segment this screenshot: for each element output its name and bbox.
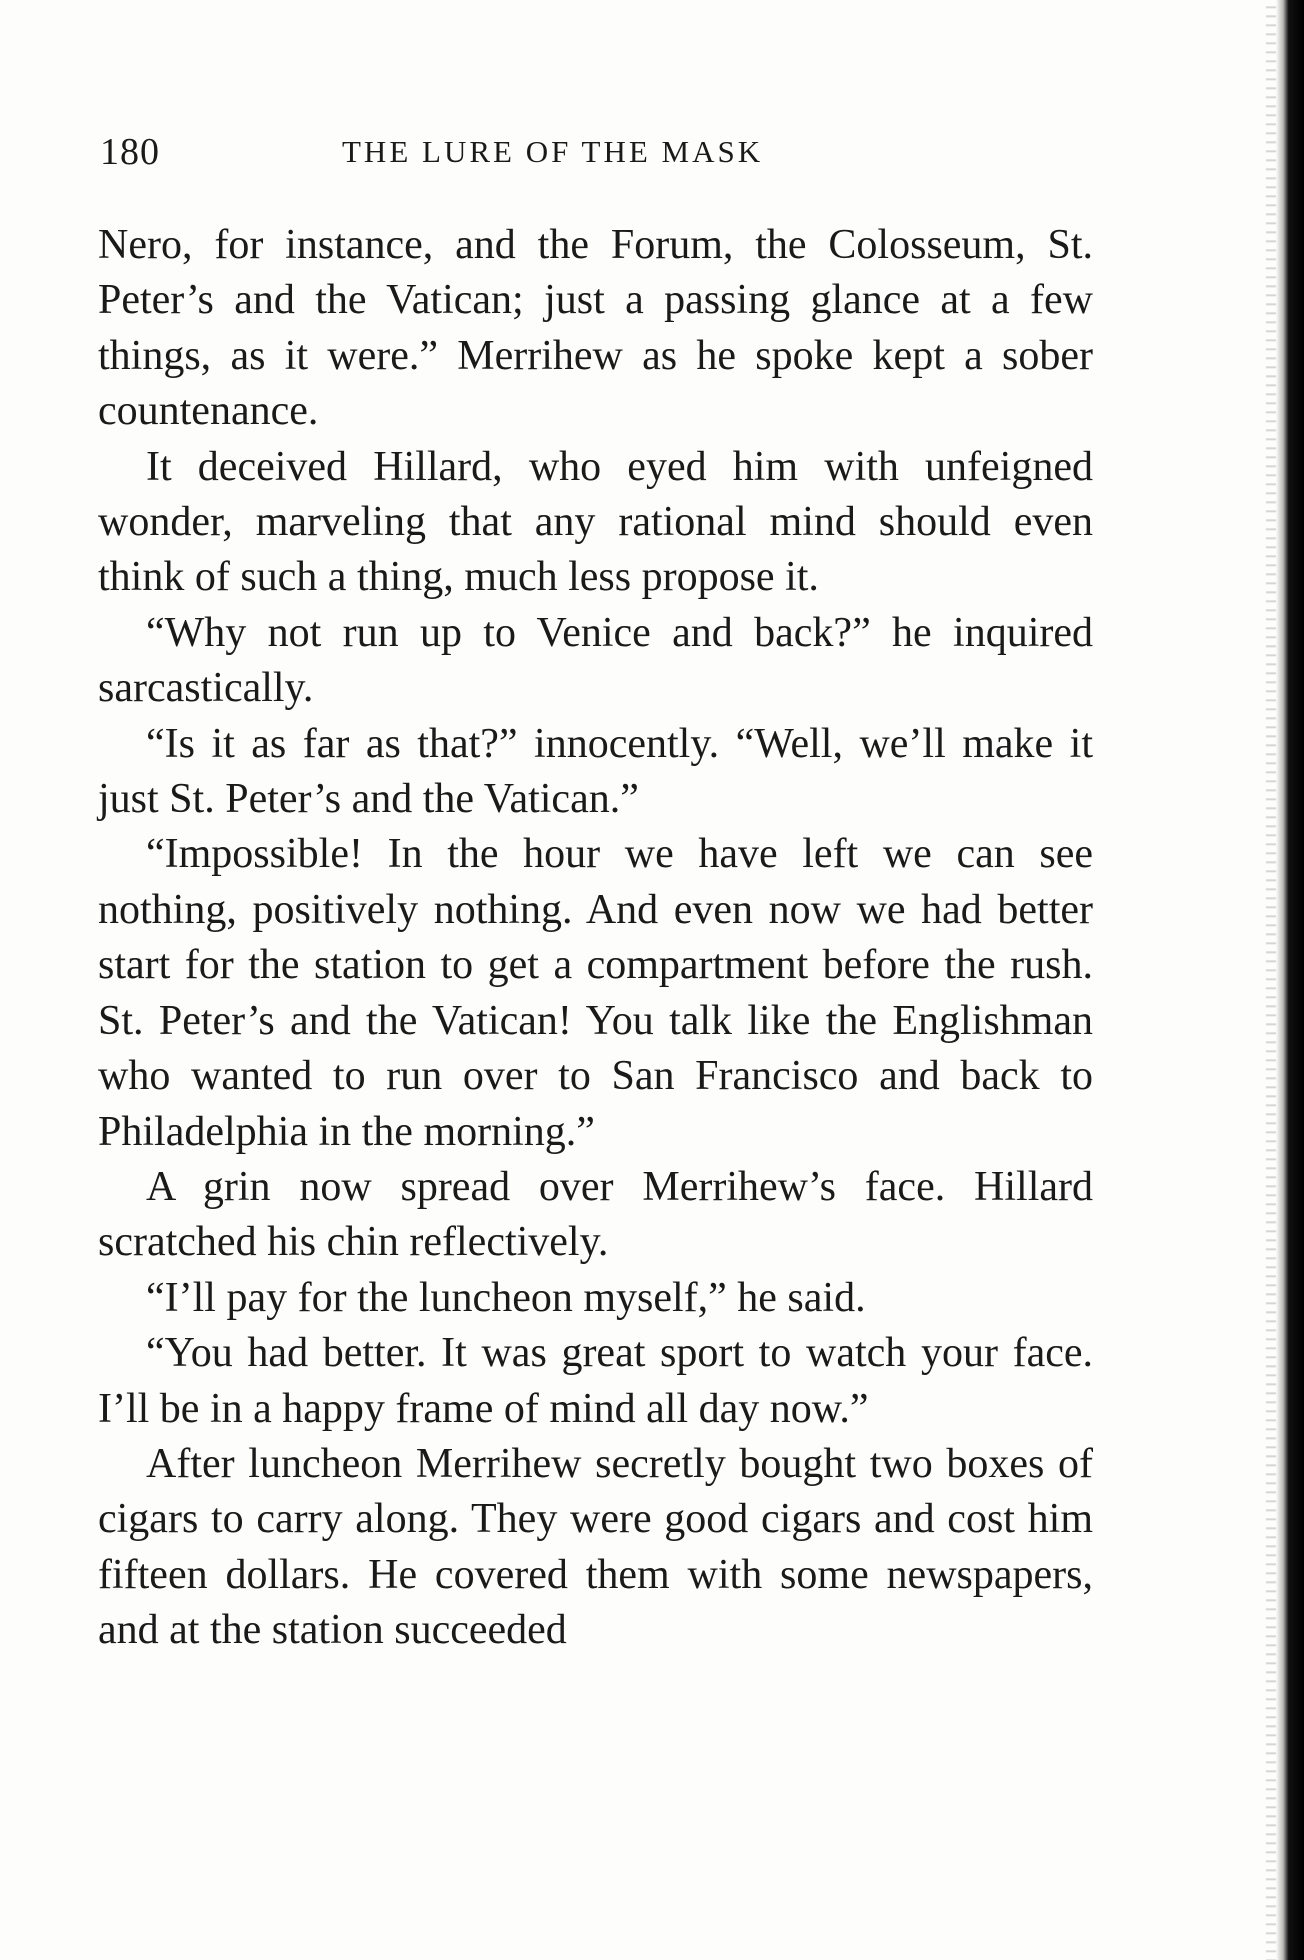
binding-speckle bbox=[1266, 0, 1276, 1960]
paragraph-6: A grin now spread over Merrihew’s face. Hillard scratched his chin reflectively. bbox=[98, 1163, 1093, 1266]
paragraph-8: “You had better. It was great sport to watch your face. I’ll be in a happy frame of mind all day now.” bbox=[98, 1330, 1093, 1432]
running-title: THE LURE OF THE MASK bbox=[342, 134, 764, 169]
paragraph-7: “I’ll pay for the luncheon myself,” he said. bbox=[146, 1274, 866, 1321]
paragraph-3: “Why not run up to Venice and back?” he inquired sarcastically. bbox=[98, 609, 1093, 712]
paragraph-1: Nero, for instance, and the Forum, the Colosseum, St. Peter’s and the Vatican; just a passing glance at a few things, as it were.” Merrihew as he spoke kept a sober countenance. bbox=[98, 222, 1093, 435]
page-number: 180 bbox=[100, 131, 160, 173]
binding-edge bbox=[1276, 0, 1304, 1960]
paragraph-5: “Impossible! In the hour we have left we can see nothing, positively nothing. And even now we had better start for the station to get a compartment before the rush. St. Peter’s and the Vatican! You talk like the Englishman who wanted to run over to San Francisco and back to Philadelphia in the morning.” bbox=[98, 831, 1093, 1155]
page-header bbox=[100, 130, 1090, 178]
paragraph-9: After luncheon Merrihew secretly bought two boxes of cigars to carry along. They were good cigars and cost him fifteen dollars. He covered them with some newspapers, and at the station succeeded bbox=[98, 1440, 1093, 1654]
paragraph-4: “Is it as far as that?” innocently. “Well, we’ll make it just St. Peter’s and the Vatican.” bbox=[98, 720, 1093, 823]
paragraph-2: It deceived Hillard, who eyed him with unfeigned wonder, marveling that any rational mind should even think of such a thing, much less propose it. bbox=[98, 443, 1093, 601]
body-text bbox=[98, 218, 1093, 1659]
